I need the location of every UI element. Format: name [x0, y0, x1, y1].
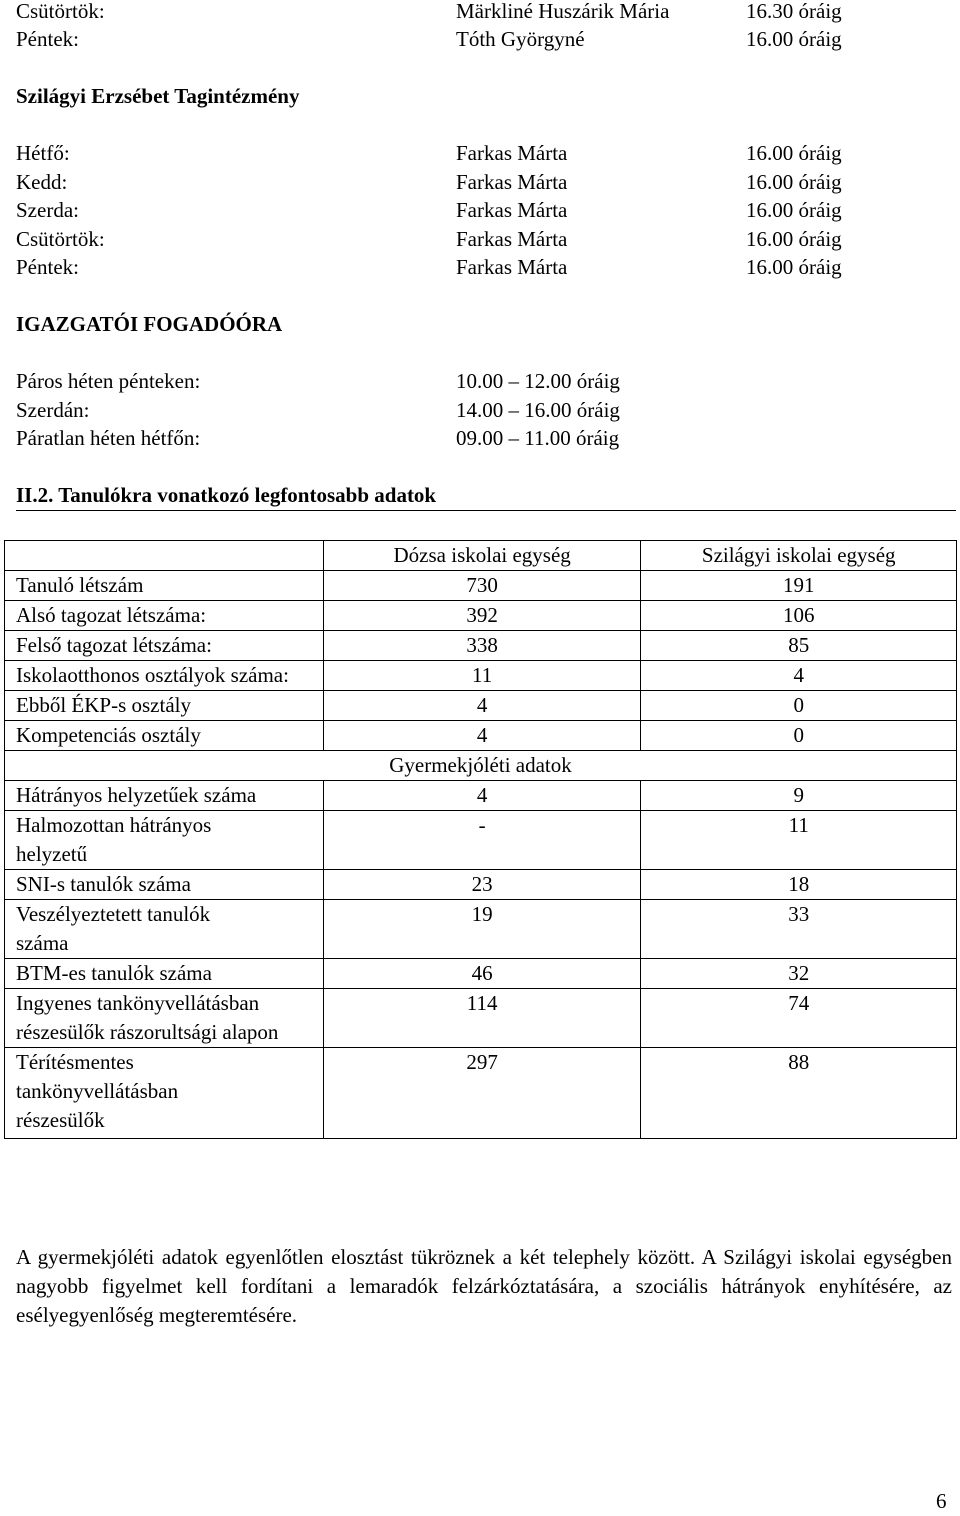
- teacher-name: Märkliné Huszárik Mária: [456, 0, 670, 23]
- szilagyi-value: 88: [641, 1048, 957, 1139]
- schedule-row: [16, 139, 916, 168]
- office-hours-label: Páros héten pénteken:: [16, 369, 201, 393]
- time-value: 16.00 óráig: [746, 198, 842, 222]
- dozsa-value: 19: [323, 900, 641, 959]
- table-row: [5, 601, 957, 631]
- office-hours-time: 14.00 – 16.00 óráig: [456, 398, 620, 422]
- section-title: II.2. Tanulókra vonatkozó legfontosabb adatok: [16, 483, 437, 507]
- table-row: [5, 721, 957, 751]
- dozsa-value: 297: [323, 1048, 641, 1139]
- dozsa-value: 114: [323, 989, 641, 1048]
- dozsa-value: 392: [323, 601, 641, 631]
- table-header-cell: [5, 541, 324, 571]
- office-hours-label: Szerdán:: [16, 398, 90, 422]
- szilagyi-value: 33: [641, 900, 957, 959]
- teacher-name: Farkas Márta: [456, 198, 568, 222]
- szilagyi-value: 0: [641, 691, 957, 721]
- teacher-name: Farkas Márta: [456, 141, 568, 165]
- time-value: 16.00 óráig: [746, 227, 842, 251]
- row-label: Veszélyeztetett tanulók száma: [5, 900, 324, 959]
- igazgatoi-heading: IGAZGATÓI FOGADÓÓRA: [16, 312, 283, 336]
- teacher-name: Farkas Márta: [456, 227, 568, 251]
- table-header-row: [5, 541, 957, 571]
- szilagyi-value: 32: [641, 959, 957, 989]
- table-header-cell: Dózsa iskolai egység: [323, 541, 641, 571]
- table-row: [5, 870, 957, 900]
- szilagyi-heading: Szilágyi Erzsébet Tagintézmény: [16, 84, 300, 108]
- office-hours-row: [16, 424, 716, 453]
- szilagyi-value: 18: [641, 870, 957, 900]
- row-label: Kompetenciás osztály: [5, 721, 324, 751]
- row-label: Hátrányos helyzetűek száma: [5, 781, 324, 811]
- table-row: [5, 989, 957, 1048]
- dozsa-value: 4: [323, 781, 641, 811]
- table-subheader-row: [5, 751, 957, 781]
- schedule-row: [16, 25, 916, 54]
- gyermekjoleti-subheader: Gyermekjóléti adatok: [5, 751, 957, 781]
- table-row: [5, 811, 957, 870]
- dozsa-value: 4: [323, 691, 641, 721]
- row-label: Halmozottan hátrányos helyzetű: [5, 811, 324, 870]
- page-number: 6: [936, 1489, 947, 1513]
- table-row: [5, 571, 957, 601]
- schedule-row: [16, 168, 916, 197]
- day-label: Péntek:: [16, 255, 79, 279]
- table-row: [5, 1048, 957, 1139]
- time-value: 16.00 óráig: [746, 141, 842, 165]
- schedule-row: [16, 225, 916, 254]
- szilagyi-value: 191: [641, 571, 957, 601]
- dozsa-value: 730: [323, 571, 641, 601]
- row-label: Alsó tagozat létszáma:: [5, 601, 324, 631]
- dozsa-value: 4: [323, 721, 641, 751]
- teacher-name: Farkas Márta: [456, 255, 568, 279]
- time-value: 16.00 óráig: [746, 27, 842, 51]
- szilagyi-value: 0: [641, 721, 957, 751]
- dozsa-value: 46: [323, 959, 641, 989]
- table-row: [5, 631, 957, 661]
- row-label: Iskolaotthonos osztályok száma:: [5, 661, 324, 691]
- schedule-row: [16, 196, 916, 225]
- dozsa-value: 23: [323, 870, 641, 900]
- dozsa-value: -: [323, 811, 641, 870]
- day-label: Csütörtök:: [16, 0, 105, 23]
- row-label: Ingyenes tankönyvellátásban részesülők rászorultsági alapon: [5, 989, 324, 1048]
- teacher-name: Tóth Györgyné: [456, 27, 585, 51]
- row-label: SNI-s tanulók száma: [5, 870, 324, 900]
- day-label: Szerda:: [16, 198, 79, 222]
- szilagyi-value: 11: [641, 811, 957, 870]
- row-label: Felső tagozat létszáma:: [5, 631, 324, 661]
- szilagyi-value: 4: [641, 661, 957, 691]
- row-label: Tanuló létszám: [5, 571, 324, 601]
- row-label: Térítésmentes tankönyvellátásban részesülők: [5, 1048, 324, 1139]
- schedule-row: [16, 253, 916, 282]
- dozsa-value: 11: [323, 661, 641, 691]
- office-hours-label: Páratlan héten hétfőn:: [16, 426, 201, 450]
- table-header-cell: Szilágyi iskolai egység: [641, 541, 957, 571]
- row-label: BTM-es tanulók száma: [5, 959, 324, 989]
- table-row: [5, 691, 957, 721]
- day-label: Hétfő:: [16, 141, 70, 165]
- office-hours-time: 10.00 – 12.00 óráig: [456, 369, 620, 393]
- time-value: 16.30 óráig: [746, 0, 842, 23]
- szilagyi-value: 74: [641, 989, 957, 1048]
- office-hours-row: [16, 396, 716, 425]
- summary-paragraph: A gyermekjóléti adatok egyenlőtlen elosztást tükröznek a két telephely között. A Szilágyi iskolai egységben nagyobb figyelmet kell fordítani a lemaradók felzárkóztatására, a szociális hátrányok enyhítésére, az esélyegyenlőség megteremtésére.: [16, 1245, 952, 1327]
- time-value: 16.00 óráig: [746, 255, 842, 279]
- szilagyi-value: 9: [641, 781, 957, 811]
- section-divider: [16, 510, 956, 511]
- table-row: [5, 900, 957, 959]
- office-hours-time: 09.00 – 11.00 óráig: [456, 426, 620, 450]
- table-row: [5, 781, 957, 811]
- day-label: Csütörtök:: [16, 227, 105, 251]
- row-label: Ebből ÉKP-s osztály: [5, 691, 324, 721]
- dozsa-value: 338: [323, 631, 641, 661]
- schedule-row: [16, 0, 916, 26]
- office-hours-row: [16, 367, 716, 396]
- teacher-name: Farkas Márta: [456, 170, 568, 194]
- table-row: [5, 959, 957, 989]
- table-row: [5, 661, 957, 691]
- day-label: Kedd:: [16, 170, 68, 194]
- time-value: 16.00 óráig: [746, 170, 842, 194]
- student-data-table: [4, 540, 957, 1139]
- day-label: Péntek:: [16, 27, 79, 51]
- szilagyi-value: 85: [641, 631, 957, 661]
- szilagyi-value: 106: [641, 601, 957, 631]
